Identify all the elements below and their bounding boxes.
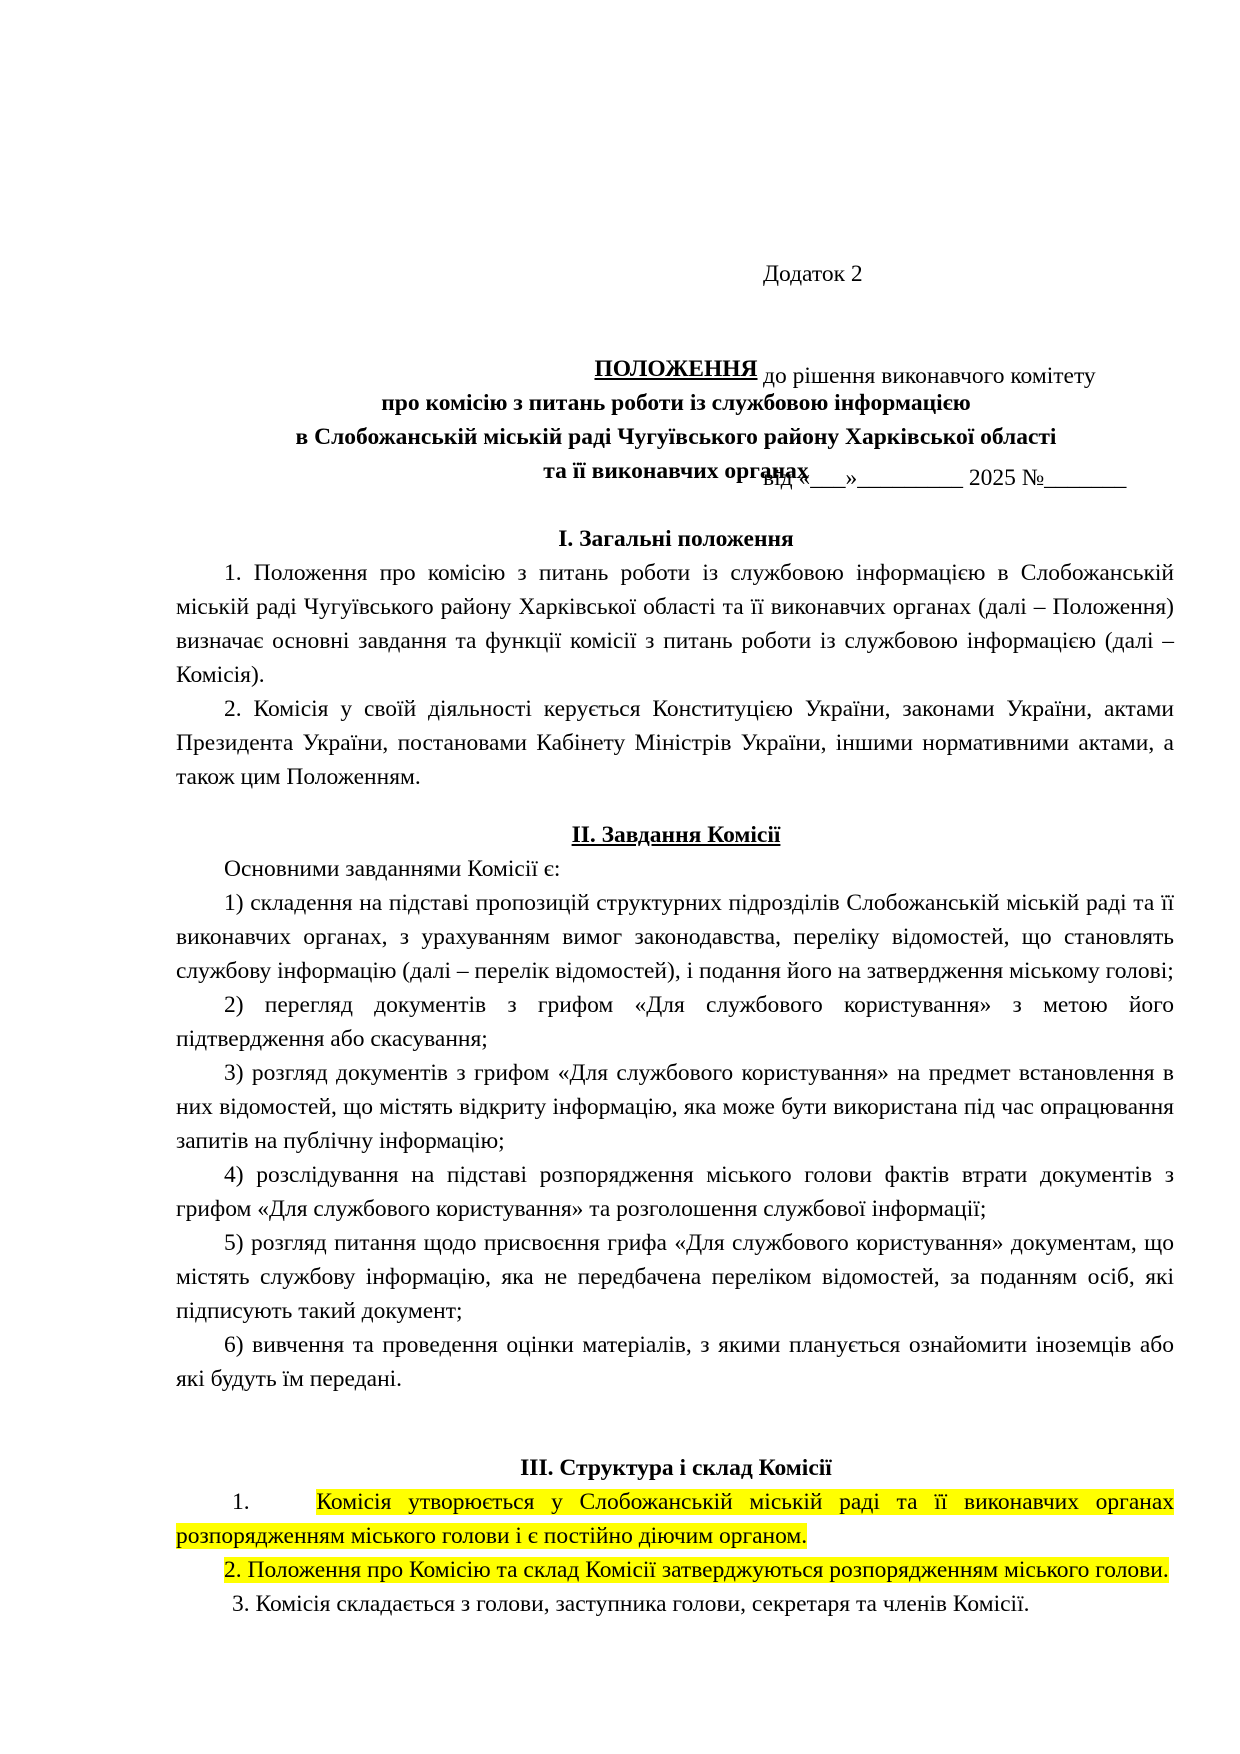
- task-item-1: 1) складення на підставі пропозицій структурних підрозділів Слобожанській міській раді та її виконавчих органах, з урахуванням вимог законодавства, переліку відомостей, що становлять службову інформацію (далі – перелік відомостей), і подання його на затвердження міському голові;: [176, 890, 1174, 984]
- section-2-body: [176, 852, 1174, 1396]
- document-subtitle-line-1: про комісію з питань роботи із службовою інформацією: [381, 390, 971, 416]
- document-title: ПОЛОЖЕННЯ: [594, 356, 758, 382]
- appendix-line-2: до рішення виконавчого комітету: [763, 363, 1096, 389]
- task-item-5: 5) розгляд питання щодо присвоєння грифа «Для службового користування» документам, що містять службову інформацію, яка не передбачена переліком відомостей, за поданням осіб, які підписують такий документ;: [176, 1230, 1174, 1324]
- section-1-paragraph-1: 1. Положення про комісію з питань роботи із службовою інформацією в Слобожанській міській раді Чугуївського району Харківської області та її виконавчих органах (далі – Положення) визначає основні завдання та функції комісії з питань роботи із службовою інформацією (далі – Комісія).: [176, 560, 1174, 688]
- section-2-heading: II. Завдання Комісії: [571, 822, 781, 848]
- structure-paragraph-2: [176, 1553, 1174, 1587]
- document-title-block: [176, 352, 1176, 488]
- task-item-6: 6) вивчення та проведення оцінки матеріалів, з якими планується ознайомити іноземців або які будуть їм передані.: [176, 1332, 1174, 1392]
- structure-paragraph-1-text: Комісія утворюється у Слобожанській міській раді та її виконавчих органах розпорядженням міського голови і є постійно діючим органом.: [176, 1489, 1174, 1549]
- document-subtitle-line-2: в Слобожанській міській раді Чугуївського району Харківської області: [295, 424, 1057, 450]
- section-3-body: [176, 1485, 1174, 1621]
- structure-paragraph-2-text: 2. Положення про Комісію та склад Комісії затверджуються розпорядженням міського голови.: [224, 1557, 1169, 1583]
- section-3-heading: III. Структура і склад Комісії: [520, 1455, 832, 1481]
- structure-paragraph-1: [176, 1485, 1174, 1553]
- section-1-paragraph-2: 2. Комісія у своїй діяльності керується Конституцією України, законами України, актами Президента України, постановами Кабінету Міністрів України, іншими нормативними актами, а також цим Положенням.: [176, 696, 1174, 790]
- task-item-2: 2) перегляд документів з грифом «Для службового користування» з метою його підтвердження або скасування;: [176, 992, 1174, 1052]
- structure-paragraph-1-number: 1.: [232, 1489, 250, 1515]
- appendix-line-3: від «___»_________ 2025 №_______: [763, 465, 1127, 491]
- task-item-3: 3) розгляд документів з грифом «Для службового користування» на предмет встановлення в них відомостей, що містять відкриту інформацію, яка може бути використана під час опрацювання запитів на публічну інформацію;: [176, 1060, 1174, 1154]
- appendix-line-1: Додаток 2: [763, 261, 863, 287]
- document-subtitle-line-3: та її виконавчих органах: [543, 458, 809, 484]
- task-item-4: 4) розслідування на підставі розпорядження міського голови фактів втрати документів з грифом «Для службового користування» та розголошення службової інформації;: [176, 1162, 1174, 1222]
- section-1-body: [176, 556, 1174, 794]
- section-1-heading: I. Загальні положення: [558, 526, 794, 552]
- structure-paragraph-3: 3. Комісія складається з голови, заступника голови, секретаря та членів Комісії.: [232, 1591, 1030, 1617]
- section-2-intro: Основними завданнями Комісії є:: [224, 856, 561, 882]
